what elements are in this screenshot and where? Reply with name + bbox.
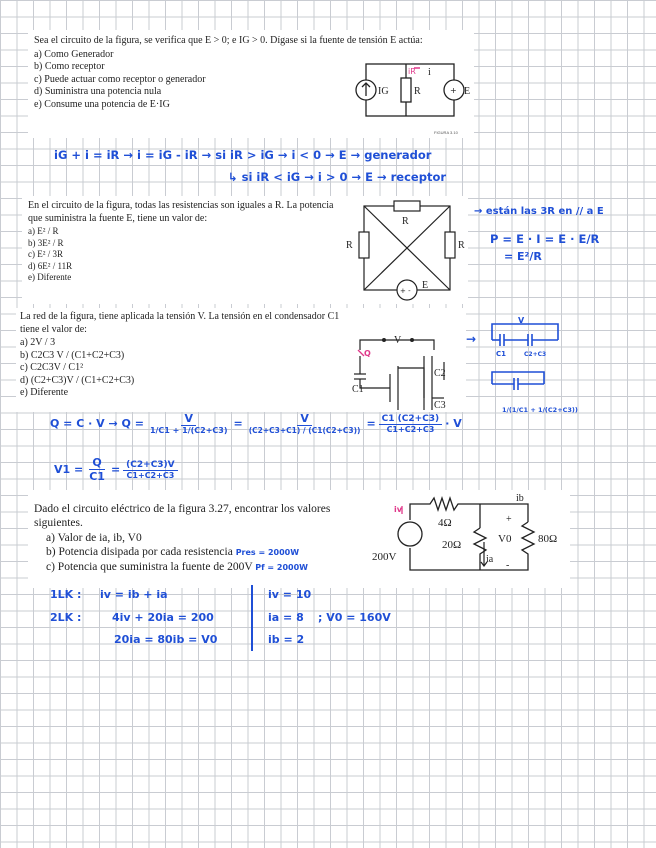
- problem-4-label-ib: ib: [516, 493, 524, 504]
- problem-3-work-v1: V1 =: [54, 463, 84, 476]
- problem-3-text: [20, 311, 350, 400]
- problem-1-option-e: e) Consume una potencia de E·IG: [34, 98, 170, 110]
- problem-3-equivalent-sketch: [488, 316, 608, 416]
- problem-1-stem: Sea el circuito de la figura, se verifica que E > 0; e IG > 0. Dígase si la fuente de tensión E actúa:: [34, 35, 423, 46]
- problem-3-sketch-c23: C2+C3: [524, 351, 547, 358]
- problem-4-label-r2: 20Ω: [442, 539, 462, 551]
- problem-3-frac-2: [246, 412, 364, 435]
- problem-4-label-iv: iv: [394, 505, 402, 514]
- problem-2-source-polarity: + -: [400, 287, 411, 295]
- problem-3-work-tail: · V: [445, 417, 462, 430]
- problem-4-text: [34, 502, 374, 575]
- problem-3-stem: La red de la figura, tiene aplicada la tensión V. La tensión en el condensador C1 tiene el valor de:: [20, 311, 340, 335]
- problem-1-work-line-1: iG + i = iR → i = iG - iR → si iR > iG → i < 0 → E → generador: [54, 148, 432, 162]
- problem-1-figure-caption: FIGURA 3.10: [434, 130, 458, 135]
- problem-4-item-a: a) Valor de ia, ib, V0: [46, 532, 142, 544]
- problem-1-option-d: d) Suministra una potencia nula: [34, 86, 162, 97]
- problem-2-option-d: d) 6E² / 11R: [28, 260, 73, 271]
- problem-1-label-e: E: [464, 86, 471, 97]
- problem-2-option-b: b) 3E² / R: [28, 237, 64, 248]
- problem-2-label-e: E: [422, 280, 429, 291]
- problem-3-option-a: a) 2V / 3: [20, 337, 56, 348]
- problem-3-frac-1-den: 1/C1 + 1/(C2+C3): [149, 426, 228, 435]
- problem-2-note: → están las 3R en // a E: [474, 206, 604, 217]
- problem-3-frac-5: [123, 460, 177, 480]
- problem-3-option-d: d) (C2+C3)V / (C1+C2+C3): [20, 374, 135, 386]
- problem-1-label-i: i: [428, 67, 431, 78]
- problem-4-label-v0: V0: [498, 533, 512, 545]
- problem-4-kcl-label: 1LK :: [50, 588, 82, 601]
- problem-3-work-eq-3: =: [110, 463, 121, 476]
- problem-3-frac-1: [147, 412, 231, 435]
- problem-1-source-polarity: +: [450, 86, 457, 95]
- problem-3-frac-5-den: C1+C2+C3: [126, 470, 175, 480]
- problem-3-frac-4-den: C1: [89, 470, 105, 483]
- problem-3-label-c3: C3: [434, 400, 446, 411]
- problem-3-label-q: Q: [364, 349, 371, 358]
- problem-3-frac-4-num: Q: [89, 456, 104, 470]
- problem-1-work-line-2: ↳ si iR < iG → i > 0 → E → receptor: [228, 170, 447, 184]
- problem-3-frac-5-num: (C2+C3)V: [123, 460, 177, 471]
- problem-3-frac-3-num: C1 (C2+C3): [379, 414, 443, 425]
- problem-4-item-c: c) Potencia que suministra la fuente de 200V: [46, 561, 253, 573]
- problem-3-work-q: Q = C · V → Q =: [50, 417, 144, 430]
- problem-4-item-b: b) Potencia disipada por cada resistencia: [46, 546, 233, 558]
- problem-4-label-source: 200V: [372, 551, 397, 563]
- problem-4-label-r1: 4Ω: [438, 517, 452, 529]
- problem-4-result-ib: ib = 2: [268, 633, 305, 646]
- problem-3-work-row-2: [54, 456, 181, 483]
- problem-2-label-r-top: R: [402, 216, 409, 227]
- problem-1-option-c: c) Puede actuar como receptor o generador: [34, 73, 206, 85]
- problem-4-stem: Dado el circuito eléctrico de la figura 3.27, encontrar los valores siguientes.: [34, 503, 331, 529]
- problem-4-label-minus: -: [506, 560, 510, 571]
- problem-4-result-ia: ia = 8: [268, 611, 304, 624]
- problem-3-option-b: b) C2C3 V / (C1+C2+C3): [20, 349, 125, 361]
- problem-4-answer-c: Pf = 2000W: [255, 563, 309, 572]
- problem-4-kcl-equation: iv = ib + ia: [100, 588, 168, 601]
- problem-4-circuit-figure: [372, 492, 568, 584]
- problem-3-capacitor-figure: [350, 326, 460, 412]
- problem-1-circuit-figure: [348, 56, 472, 136]
- problem-3-label-c2: C2: [434, 368, 446, 379]
- problem-2-option-a: a) E² / R: [28, 226, 59, 236]
- problem-2-option-c: c) E² / 3R: [28, 249, 63, 259]
- problem-4-kvl-equation: 4iv + 20ia = 200: [112, 611, 214, 624]
- problem-2-label-r-right: R: [458, 240, 465, 251]
- problem-4-kvl-equation-2: 20ia = 80ib = V0: [114, 633, 218, 646]
- problem-4-label-ia: ia: [486, 554, 494, 565]
- problem-3-work-eq-2: =: [366, 417, 376, 430]
- problem-2-text: [28, 200, 338, 284]
- problem-3-frac-3: [379, 414, 443, 434]
- problem-1-label-ig: IG: [378, 86, 389, 97]
- problem-3-frac-1-num: V: [181, 412, 196, 426]
- problem-3-option-c: c) C2C3V / C1²: [20, 362, 84, 373]
- problem-3-work-row-1: [50, 412, 462, 435]
- problem-1-option-a: a) Como Generador: [34, 48, 114, 60]
- problem-3-sketch-ceq: 1/(1/C1 + 1/(C2+C3)): [502, 406, 578, 414]
- problem-2-option-e: e) Diferente: [28, 272, 72, 282]
- problem-3-frac-2-num: V: [297, 412, 312, 426]
- problem-2-label-r-left: R: [346, 240, 353, 251]
- problem-2-stem: En el circuito de la figura, todas las resistencias son iguales a R. La potencia que suministra la fuente E, tiene un valor de:: [28, 200, 334, 224]
- problem-3-frac-2-den: (C2+C3+C1) / (C1(C2+C3)): [248, 426, 361, 435]
- problem-4-kvl-label: 2LK :: [50, 611, 82, 624]
- problem-4-result-iv: iv = 10: [268, 588, 312, 601]
- problem-2-circuit-figure: [342, 198, 472, 302]
- problem-2-work-line-2: = E²/R: [504, 250, 542, 263]
- problem-3-sketch-c1: C1: [496, 350, 507, 358]
- problem-3-label-c1: C1: [352, 384, 364, 395]
- problem-4-label-plus: +: [506, 514, 512, 525]
- problem-3-label-v: V: [394, 335, 402, 346]
- problem-4-result-v0: ; V0 = 160V: [318, 611, 391, 624]
- problem-3-frac-4: [86, 456, 108, 483]
- problem-2-work-line-1: P = E · I = E · E/R: [490, 232, 600, 246]
- problem-3-frac-3-den: C1+C2+C3: [386, 424, 435, 434]
- problem-4-answer-b: Pres = 2000W: [235, 548, 300, 557]
- problem-3-sketch-arrow: →: [466, 332, 477, 346]
- problem-4-label-r3: 80Ω: [538, 533, 558, 545]
- problem-1-label-r: R: [414, 86, 421, 97]
- problem-1-label-ir: iR: [408, 67, 416, 76]
- problem-3-option-e: e) Diferente: [20, 387, 69, 398]
- problem-1-option-b: b) Como receptor: [34, 61, 105, 72]
- problem-3-work-eq-1: =: [233, 417, 243, 430]
- problem-4-divider: [251, 585, 253, 651]
- problem-3-sketch-v: V: [518, 316, 525, 325]
